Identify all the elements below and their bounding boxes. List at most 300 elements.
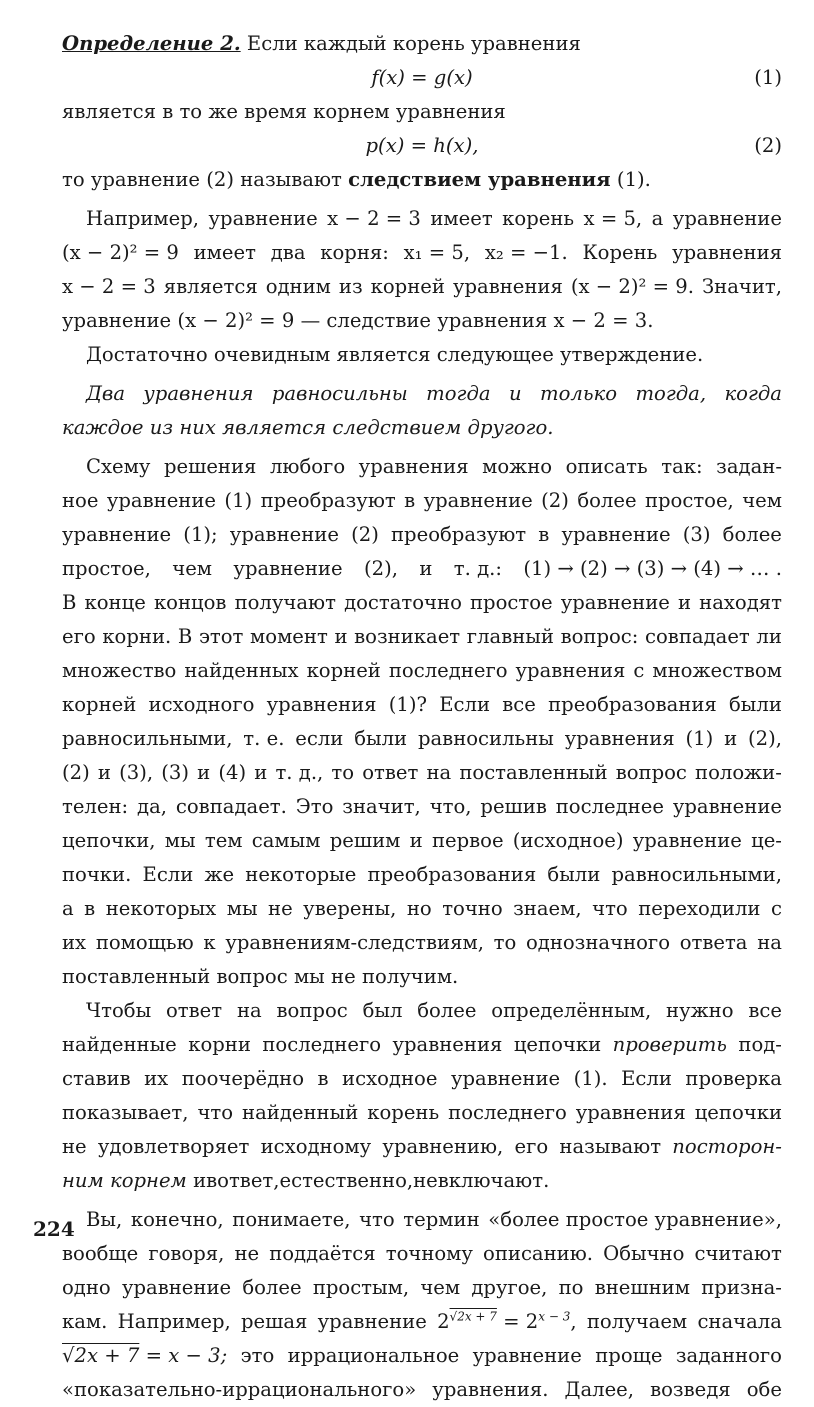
word: некоторые <box>245 863 357 886</box>
word: поставленный <box>62 965 211 988</box>
eq-base: 2 <box>437 1310 450 1333</box>
word: x = 5, <box>583 207 643 230</box>
word: заданного <box>675 1344 782 1367</box>
word: чем <box>172 557 213 580</box>
word: уравнение <box>62 523 172 546</box>
word: x − 2 = 3 <box>62 275 156 298</box>
word: некоторых <box>105 897 217 920</box>
word: x − 2 = 3. <box>553 309 654 332</box>
word: т. д.: <box>453 557 502 580</box>
word: и <box>97 761 111 784</box>
word: (x − 2)² = 9. <box>570 275 694 298</box>
word: корень <box>367 1101 440 1124</box>
word: простое, <box>62 557 151 580</box>
scheme-line <box>62 960 782 994</box>
word: уравнение <box>121 1276 232 1299</box>
word: же <box>204 863 235 886</box>
word: уравнение <box>450 1067 561 1090</box>
scheme-line <box>62 586 782 620</box>
word: уравнение <box>233 557 343 580</box>
word: исходному <box>260 1135 372 1158</box>
word: находят <box>699 591 782 614</box>
definition-line <box>62 95 782 129</box>
word: момент <box>250 625 328 648</box>
word: простое <box>469 591 553 614</box>
word: Если <box>439 693 491 716</box>
scheme-line <box>62 858 782 892</box>
word: является <box>163 275 258 298</box>
word: преобразования <box>548 693 717 716</box>
word: следствие <box>326 309 432 332</box>
word: уверены, <box>303 897 397 920</box>
word: так: <box>661 455 703 478</box>
word: уравнение <box>632 829 742 852</box>
word: проще <box>595 1344 663 1367</box>
word: равносильны <box>417 727 554 750</box>
example-line <box>62 270 782 304</box>
word: два <box>270 241 306 264</box>
word: по <box>558 1276 584 1299</box>
word: и <box>677 591 692 614</box>
word: простое, <box>644 489 734 512</box>
word: уравнение <box>208 207 318 230</box>
word: определённым, <box>491 999 652 1022</box>
word: только <box>540 382 618 405</box>
word: «более простое уравнение», <box>488 1208 782 1231</box>
word: имеет <box>193 241 256 264</box>
definition-term: следствием уравнения <box>348 168 611 191</box>
word: уравнение <box>561 523 671 546</box>
word: термин <box>403 1208 480 1231</box>
word: более <box>417 999 477 1022</box>
word: це- <box>751 829 782 852</box>
word: мы <box>164 829 196 852</box>
word: говоря, <box>148 1242 225 1265</box>
word: совпадает <box>645 625 750 648</box>
page-number: 224 <box>33 1217 75 1241</box>
word: считают <box>694 1242 782 1265</box>
word: кам. <box>62 1310 108 1333</box>
word: тогда, <box>635 382 707 405</box>
word: в <box>84 897 96 920</box>
word: уравнение <box>672 207 782 230</box>
word: последнего <box>388 659 508 682</box>
definition-mid: является в то же время корнем уравнения <box>62 100 506 123</box>
word: т. е. <box>243 727 285 750</box>
word: ответа <box>679 931 748 954</box>
word: уравнения <box>452 275 563 298</box>
word: удовлетворяет <box>97 1135 250 1158</box>
word: чем <box>420 1276 461 1299</box>
eq-mid: = 2 <box>496 1310 539 1333</box>
definition-line <box>62 27 782 61</box>
word: уравнения <box>392 1033 503 1056</box>
word: равносильны <box>271 382 408 405</box>
word: достаточно <box>344 591 462 614</box>
word: на <box>236 999 262 1022</box>
word: самым <box>251 829 321 852</box>
word: обе <box>746 1378 782 1401</box>
simple-line <box>62 1237 782 1271</box>
word: и <box>419 557 433 580</box>
word: Два <box>86 382 126 405</box>
word: уравнение <box>423 489 533 512</box>
word: Если <box>142 863 194 886</box>
word: получают <box>234 591 336 614</box>
word: найденных <box>184 659 299 682</box>
word: является <box>222 416 327 439</box>
word: чем <box>742 489 782 512</box>
word: в <box>206 1169 218 1192</box>
word: сначала <box>697 1310 782 1333</box>
word: уравнения <box>266 693 377 716</box>
check-line <box>62 1096 782 1130</box>
word: получим. <box>361 965 459 988</box>
word: преобразуют <box>391 523 527 546</box>
word: когда <box>724 382 782 405</box>
word: более <box>577 489 637 512</box>
word: цепочки <box>513 1033 602 1056</box>
word: положи- <box>695 761 782 784</box>
word: одно <box>62 1276 111 1299</box>
word: если <box>295 727 344 750</box>
word: описать <box>565 455 648 478</box>
word: его <box>62 625 96 648</box>
word: (3), <box>119 761 154 784</box>
word: вопрос <box>276 999 348 1022</box>
word: следствием <box>332 416 462 439</box>
word: (2) <box>351 523 379 546</box>
word: (1). <box>573 1067 608 1090</box>
word: понимаете, <box>232 1208 351 1231</box>
word: не <box>413 1169 438 1192</box>
radical-equation-rest: = x − 3; <box>145 1344 228 1367</box>
word: В <box>177 625 193 648</box>
word: вопрос: <box>560 625 639 648</box>
word: корня: <box>320 241 389 264</box>
word: что <box>359 1208 395 1231</box>
word: уравнение <box>62 309 172 332</box>
example-line <box>62 304 782 338</box>
word: Значит, <box>701 275 782 298</box>
word: а <box>62 897 74 920</box>
word: поставленный <box>459 761 608 784</box>
word: поддаётся <box>269 1242 376 1265</box>
word: то <box>331 761 355 784</box>
word: к <box>203 931 216 954</box>
word: на <box>757 931 782 954</box>
scheme-line <box>62 790 782 824</box>
word: и <box>409 829 423 852</box>
word: уравнениям-следствиям, <box>225 931 484 954</box>
simple-line <box>62 1339 782 1373</box>
check-line <box>62 1130 782 1164</box>
word: имеет <box>430 207 493 230</box>
word: равносильными, <box>611 863 782 886</box>
word: любого <box>269 455 346 478</box>
word: проверка <box>685 1067 782 1090</box>
word: тем <box>204 829 243 852</box>
word: мы <box>293 965 325 988</box>
word: корни. <box>102 625 172 648</box>
example-line <box>62 236 782 270</box>
word: а <box>651 207 664 230</box>
scheme-line <box>62 756 782 790</box>
word: уравнение <box>472 1344 582 1367</box>
scheme-line <box>62 484 782 518</box>
scheme-line <box>62 824 782 858</box>
scheme-paragraph <box>62 450 782 994</box>
word: последнего <box>262 1033 382 1056</box>
scheme-line <box>62 722 782 756</box>
word: и <box>724 727 738 750</box>
word: «показательно-иррационального» <box>62 1378 417 1401</box>
definition-conclusion: то уравнение (2) называют <box>62 168 342 191</box>
word: Чтобы <box>86 999 152 1022</box>
word: уравнения <box>143 382 254 405</box>
scheme-line <box>62 654 782 688</box>
word: преобразуют <box>260 489 396 512</box>
definition-intro: Если каждый корень уравнения <box>246 32 581 55</box>
word: ответ <box>362 761 419 784</box>
word: них <box>179 416 216 439</box>
word: решив <box>480 795 547 818</box>
check-emphasis: проверить <box>612 1033 727 1056</box>
word: из <box>149 416 174 439</box>
word: x − 2 = 3 <box>327 207 421 230</box>
word: уравнение <box>672 795 782 818</box>
statement-line <box>62 338 782 372</box>
radical: √2x + 7 <box>62 1344 140 1367</box>
word: В <box>62 591 77 614</box>
word: (1) → (2) → (3) → (4) → … . <box>523 557 782 580</box>
word: каждое <box>62 416 144 439</box>
word: мы <box>226 897 258 920</box>
scheme-line <box>62 552 782 586</box>
word: т. д., <box>275 761 324 784</box>
eq-exponent-root: √2x + 7 <box>449 1309 497 1324</box>
extraneous-root-term: посторон- <box>672 1135 782 1158</box>
word: другое, <box>471 1276 548 1299</box>
word: цепочки <box>694 1101 782 1124</box>
word: нужно <box>666 999 734 1022</box>
word: (x − 2)² = 9 <box>62 241 179 264</box>
word: знаем, <box>513 897 582 920</box>
check-line <box>62 1062 782 1096</box>
word: (2) <box>62 761 90 784</box>
word: уравнения <box>564 727 675 750</box>
word: (3) <box>682 523 711 546</box>
word: уравнению, <box>382 1135 504 1158</box>
word: называют <box>559 1135 662 1158</box>
word: на <box>426 761 452 784</box>
word: уравнение <box>560 591 670 614</box>
word: найденный <box>242 1101 359 1124</box>
equation-1: f(x) = g(x) <box>371 66 473 89</box>
word: в <box>317 1067 329 1090</box>
word: (2) <box>541 489 569 512</box>
word: почки. <box>62 863 132 886</box>
definition-conclusion-end: (1). <box>616 168 651 191</box>
word: последнего <box>448 1101 567 1124</box>
word: (1); <box>183 523 218 546</box>
word: телен: <box>62 795 129 818</box>
word: найденные <box>62 1033 177 1056</box>
word: их <box>62 931 87 954</box>
word: были <box>547 863 601 886</box>
word: решая <box>240 1310 308 1333</box>
word: описанию. <box>483 1242 594 1265</box>
word: более <box>722 523 782 546</box>
word: (1) <box>685 727 714 750</box>
equation-2-line <box>62 129 782 163</box>
word: внешним <box>594 1276 690 1299</box>
word: и <box>193 1169 207 1192</box>
word: возникает <box>354 625 461 648</box>
word: корень <box>502 207 575 230</box>
scheme-line <box>62 518 782 552</box>
word: помощью <box>95 931 194 954</box>
word: корней <box>370 275 445 298</box>
word: Схему <box>86 455 151 478</box>
word: уравнение <box>317 1310 427 1333</box>
word: (2), <box>363 557 398 580</box>
word: их <box>144 1067 169 1090</box>
word: уравнение <box>229 523 339 546</box>
word: Вы, <box>86 1208 123 1231</box>
word: в <box>404 489 416 512</box>
word: конечно, <box>130 1208 224 1231</box>
word: все <box>748 999 782 1022</box>
equation-2-number: (2) <box>754 134 782 157</box>
word: с <box>633 659 645 682</box>
word: Далее, <box>564 1378 635 1401</box>
word: что <box>197 1101 234 1124</box>
word: точно <box>442 897 503 920</box>
word: можно <box>482 455 553 478</box>
equation-1-number: (1) <box>754 66 782 89</box>
scheme-line <box>62 620 782 654</box>
word: (1)? <box>388 693 428 716</box>
word: не <box>62 1135 87 1158</box>
word: все <box>502 693 536 716</box>
word: (3) <box>161 761 189 784</box>
scheme-line <box>62 688 782 722</box>
word: его <box>514 1135 549 1158</box>
statement-text: Достаточно очевидным является следующее утверждение. <box>86 343 704 366</box>
word: переходили <box>638 897 761 920</box>
equation-2: p(x) = h(x), <box>365 134 479 157</box>
word: и <box>254 761 268 784</box>
word: последнее <box>555 795 664 818</box>
word: x₁ = 5, <box>403 241 471 264</box>
scheme-line <box>62 926 782 960</box>
word: с <box>770 897 782 920</box>
word: что <box>592 897 628 920</box>
word: конце <box>84 591 146 614</box>
word: множеством <box>652 659 782 682</box>
word: — <box>300 309 321 332</box>
word: точному <box>385 1242 473 1265</box>
word: (2), <box>747 727 782 750</box>
word: корней <box>62 693 137 716</box>
word: уравнения. <box>432 1378 549 1401</box>
word: уравнения <box>515 659 626 682</box>
word: под- <box>738 1033 782 1056</box>
word: ответ <box>166 999 223 1022</box>
check-line <box>62 1164 782 1198</box>
simple-line <box>62 1203 782 1237</box>
word: цепочки, <box>62 829 156 852</box>
word: (1) <box>224 489 253 512</box>
word: исходного <box>148 693 255 716</box>
scheme-line <box>62 892 782 926</box>
equation-1-line <box>62 61 782 95</box>
word: решим <box>329 829 401 852</box>
simple-line <box>62 1373 782 1407</box>
word: и <box>197 761 211 784</box>
simple-line <box>62 1305 782 1339</box>
word: иррациональное <box>287 1344 460 1367</box>
word: получаем <box>586 1310 688 1333</box>
word: был <box>362 999 403 1022</box>
word: не <box>268 897 293 920</box>
word: этот <box>198 625 244 648</box>
word: показывает, <box>62 1101 189 1124</box>
word: то <box>493 931 517 954</box>
word: уравнения <box>437 309 548 332</box>
word: совпадает. <box>175 795 287 818</box>
word: включают. <box>437 1169 550 1192</box>
word: одним <box>265 275 331 298</box>
word: ставив <box>62 1067 131 1090</box>
word: более <box>242 1276 302 1299</box>
exponential-equation: $2^{√2x + 7} = 2^{x - 3}$, <box>437 1309 577 1333</box>
word: из <box>338 275 363 298</box>
word: вообще <box>62 1242 139 1265</box>
word: не <box>234 1242 260 1265</box>
word: уравнения <box>672 241 782 264</box>
word: множество <box>62 659 177 682</box>
word: корни <box>188 1033 251 1056</box>
check-line <box>62 994 782 1028</box>
simple-line <box>62 1271 782 1305</box>
word: ное <box>62 489 99 512</box>
word: главный <box>466 625 554 648</box>
word: Корень <box>582 241 658 264</box>
word: (исходное) <box>512 829 624 852</box>
word: (x − 2)² = 9 <box>177 309 295 332</box>
extraneous-root-term-end: ним корнем <box>62 1169 187 1192</box>
word: призна- <box>701 1276 782 1299</box>
word: Это <box>295 795 334 818</box>
word: Например, <box>117 1310 231 1333</box>
word: и <box>334 625 348 648</box>
theorem-line <box>62 411 782 445</box>
word: равносильными, <box>62 727 233 750</box>
word: исходное <box>342 1067 438 1090</box>
word: задан- <box>716 455 782 478</box>
word: Обычно <box>603 1242 685 1265</box>
word: и <box>508 382 522 405</box>
word: x₂ = −1. <box>484 241 568 264</box>
word: Если <box>621 1067 672 1090</box>
word: уравнения <box>575 1101 686 1124</box>
radical-expression <box>62 1339 227 1373</box>
word: естественно, <box>279 1169 414 1192</box>
word: Например, <box>86 207 200 230</box>
word: вопрос <box>615 761 687 784</box>
